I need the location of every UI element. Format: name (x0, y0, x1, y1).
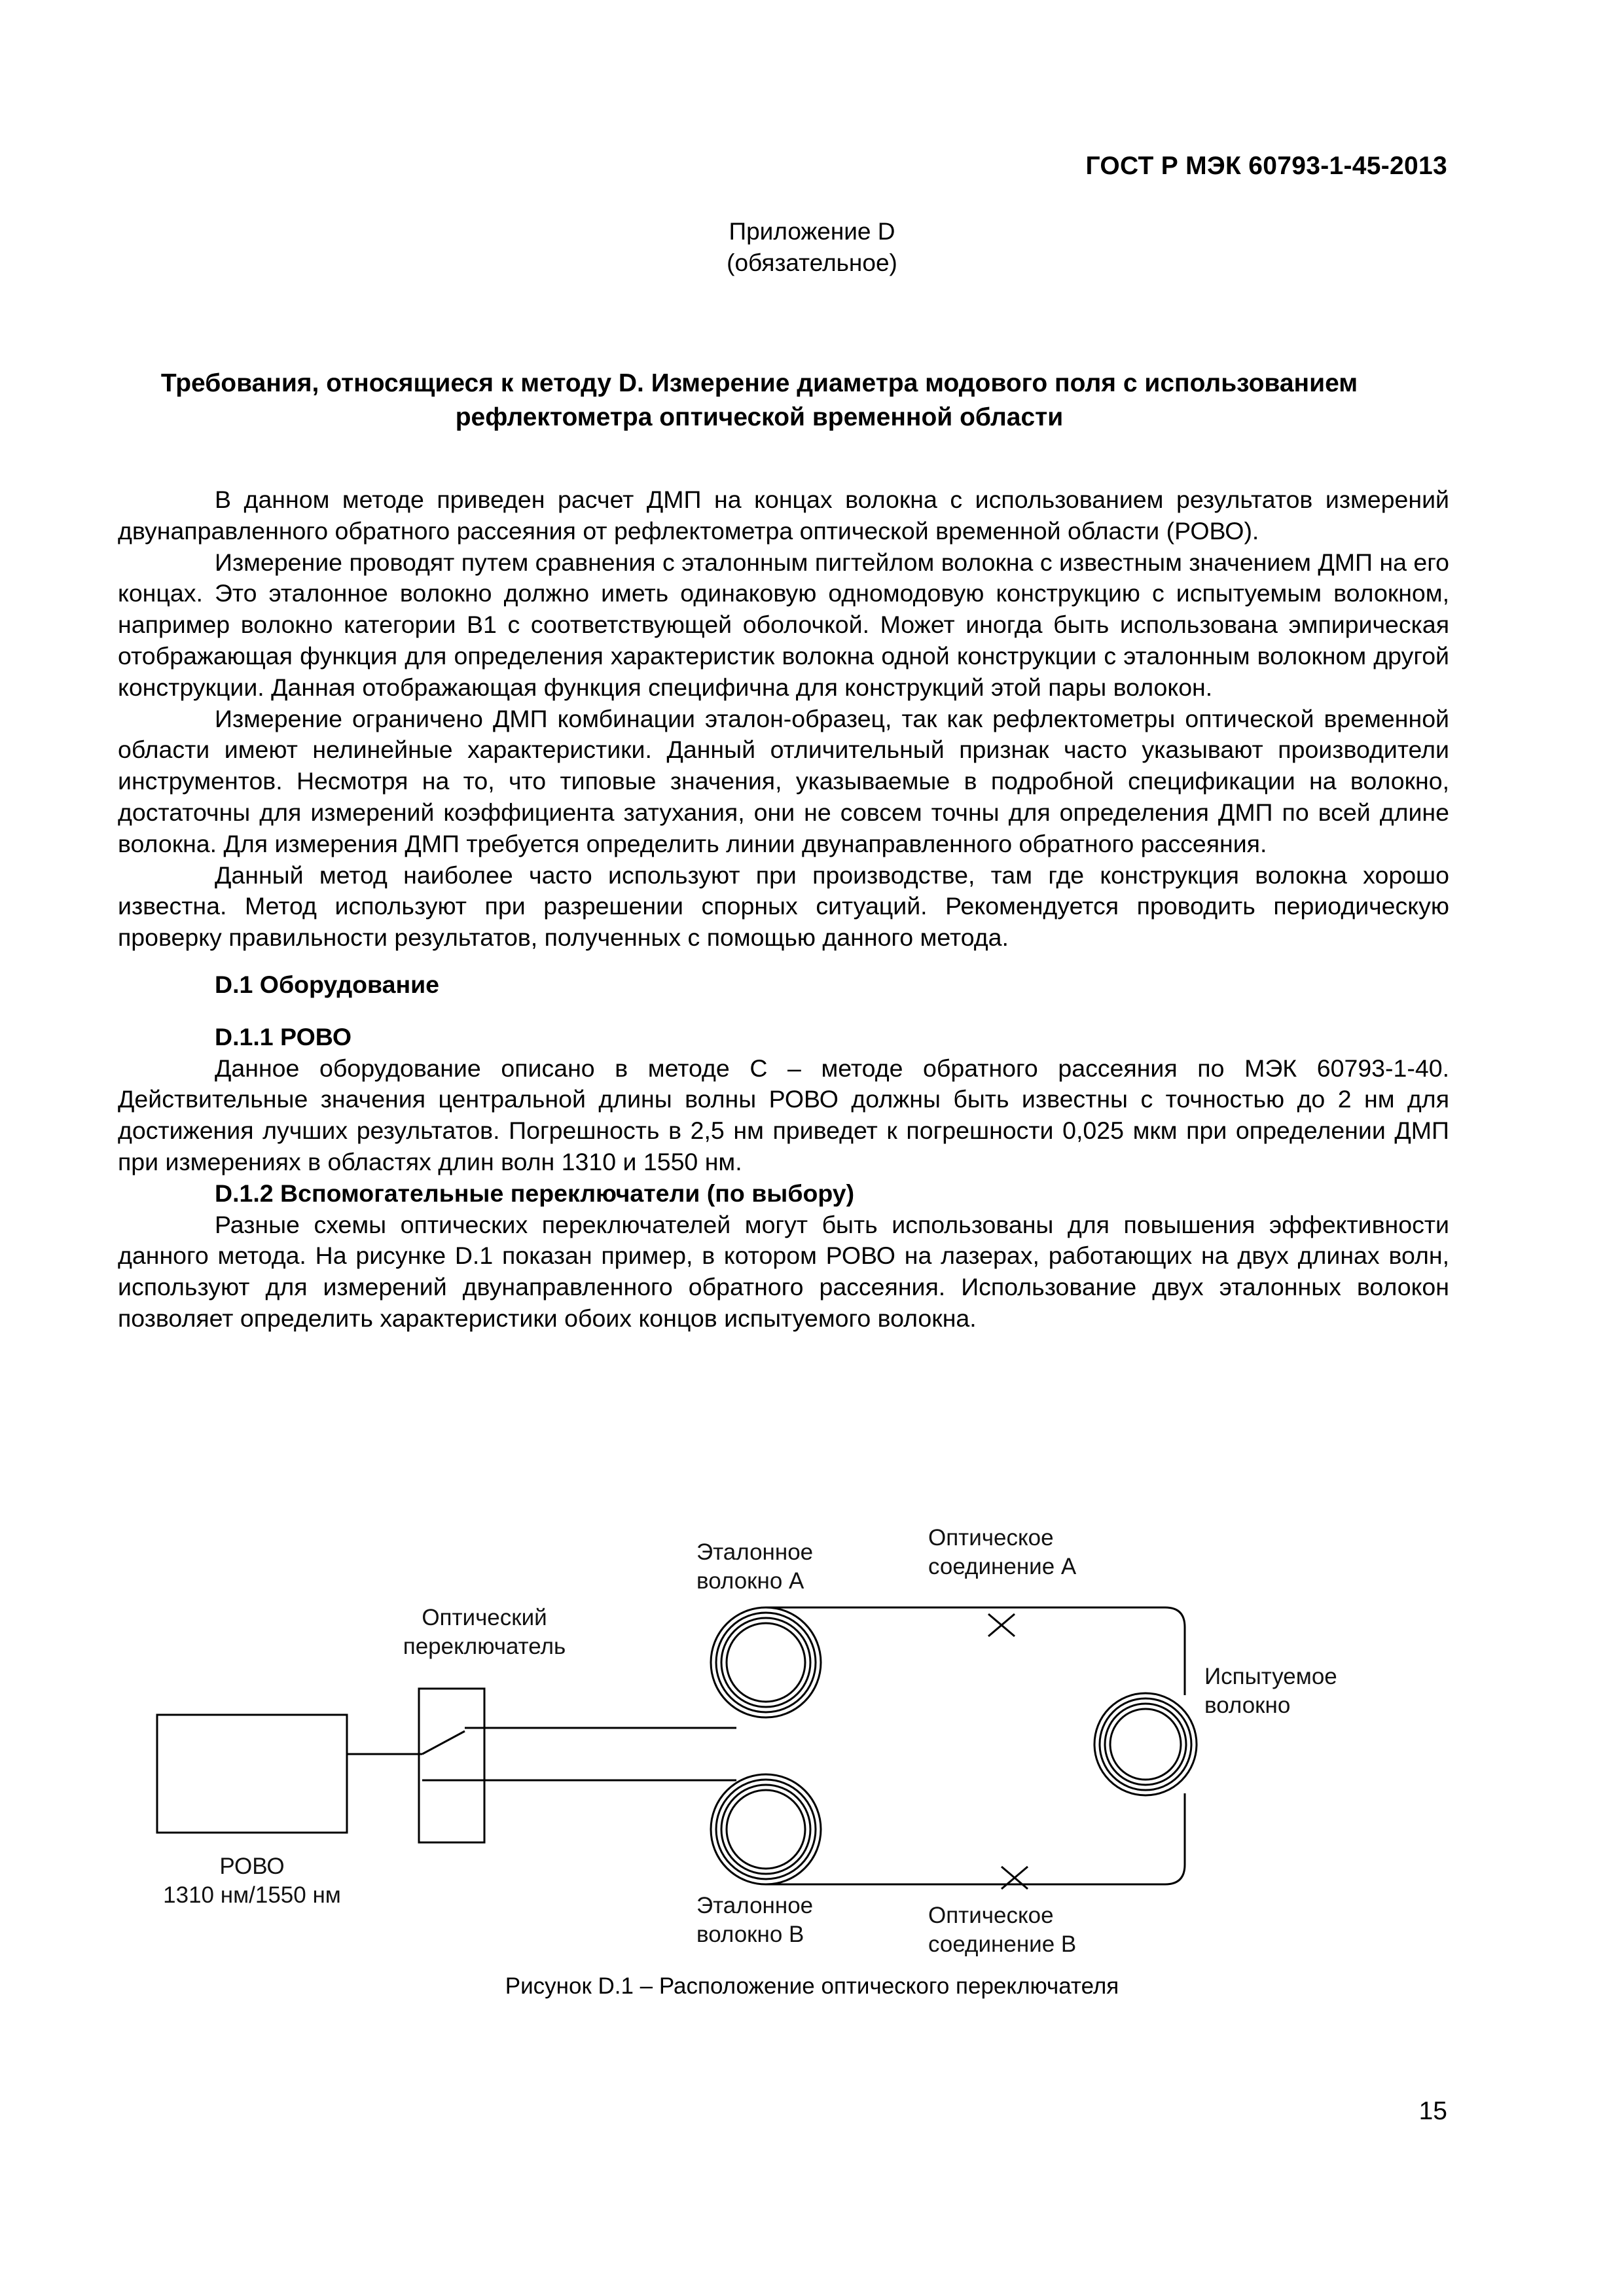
title-line-1: Требования, относящиеся к методу D. Измерение диаметра модового поля с использованием (160, 369, 1358, 397)
section-d11-heading: D.1.1 РОВО (215, 1022, 352, 1050)
figure-caption: Рисунок D.1 – Расположение оптического переключателя (505, 1973, 1119, 1999)
label-connection-a: Оптическое соединение А (928, 1525, 1077, 1579)
appendix-label: Приложение D (729, 218, 895, 245)
connection-b-mark (1001, 1867, 1028, 1889)
label-connection-b: Оптическое соединение В (928, 1903, 1077, 1957)
switch-box (419, 1689, 484, 1842)
section-d1-heading: D.1 Оборудование (215, 970, 440, 998)
label-ref-fiber-a: Эталонное волокно А (696, 1539, 814, 1594)
paragraph-2: Измерение проводят путем сравнения с эталонным пигтейлом волокна с известным значением ДМП на его концах. Это эталонное волокно должно иметь одинаковую одномодовую конструкцию с испытуемым волокном, например волокно категории B1 с соответствующей оболочкой. Может иногда быть использована эмпирическая отображающая функция для определения характеристик волокна одной конструкции с эталонным волокном другой конструкции. Данная отображающая функция специфична для конструкций этой пары волокон. (118, 548, 1449, 701)
paragraph-1: В данном методе приведен расчет ДМП на концах волокна с использованием результатов измерений двунаправленного обратного рассеяния от рефлектометра оптической временной области (РОВО). (118, 486, 1449, 545)
appendix-status: (обязательное) (727, 249, 897, 276)
otdr-box (157, 1715, 347, 1833)
label-switch: Оптический переключатель (403, 1605, 566, 1659)
ref-fiber-a-coil (711, 1607, 821, 1717)
figure-d1 (0, 1499, 1624, 1957)
document-id: ГОСТ Р МЭК 60793-1-45-2013 (1085, 152, 1447, 180)
section-d11-text: Данное оборудование описано в методе С – методе обратного рассеяния по МЭК 60793-1-40. Действительные значения центральной длины волны РОВО должны быть известны с точностью до 2 нм для достижения лучших результатов. Погрешность в 2,5 нм приведет к погрешности 0,025 мкм при определении ДМП при измерениях в областях длин волн 1310 и 1550 нм. (118, 1054, 1449, 1175)
section-d12-heading: D.1.2 Вспомогательные переключатели (по выбору) (215, 1179, 855, 1207)
label-test-fiber: Испытуемое волокно (1204, 1664, 1337, 1718)
loop-path-a (766, 1607, 1185, 1695)
appendix-title (105, 367, 1414, 435)
switch-lever (422, 1731, 465, 1754)
paragraph-3: Измерение ограничено ДМП комбинации эталон-образец, так как рефлектометры оптической временной области имеют нелинейные характеристики. Данный отличительный признак часто указывают производители инструментов. Несмотря на то, что типовые значения, указываемые в подробной спецификации на волокно, достаточны для измерений коэффициента затухания, они не совсем точны для определения ДМП по всей длине волокна. Для измерения ДМП требуется определить линии двунаправленного обратного рассеяния. (118, 704, 1449, 857)
ref-fiber-b-coil (711, 1774, 821, 1884)
label-ref-fiber-b: Эталонное волокно В (696, 1893, 814, 1947)
section-d12-text: Разные схемы оптических переключателей могут быть использованы для повышения эффективности данного метода. На рисунке D.1 показан пример, в котором РОВО на лазерах, работающих на двух длинах волн, используют для измерений двунаправленного обратного рассеяния. Использование двух эталонных волокон позволяет определить характеристики обоих концов испытуемого волокна. (118, 1210, 1449, 1332)
page-number: 15 (1418, 2097, 1447, 2125)
paragraph-4: Данный метод наиболее часто используют при производстве, там где конструкция волокна хорошо известна. Метод используют при разрешении спорных ситуаций. Рекомендуется проводить периодическую проверку правильности результатов, полученных с помощью данного метода. (118, 861, 1449, 952)
test-fiber-coil (1094, 1693, 1197, 1795)
appendix-heading (0, 216, 1624, 279)
title-line-2: рефлектометра оптической временной области (455, 403, 1064, 431)
connection-a-mark (988, 1614, 1015, 1636)
body-text (118, 484, 1449, 1335)
loop-path-b (766, 1793, 1185, 1884)
label-otdr: РОВО 1310 нм/1550 нм (163, 1854, 341, 1908)
